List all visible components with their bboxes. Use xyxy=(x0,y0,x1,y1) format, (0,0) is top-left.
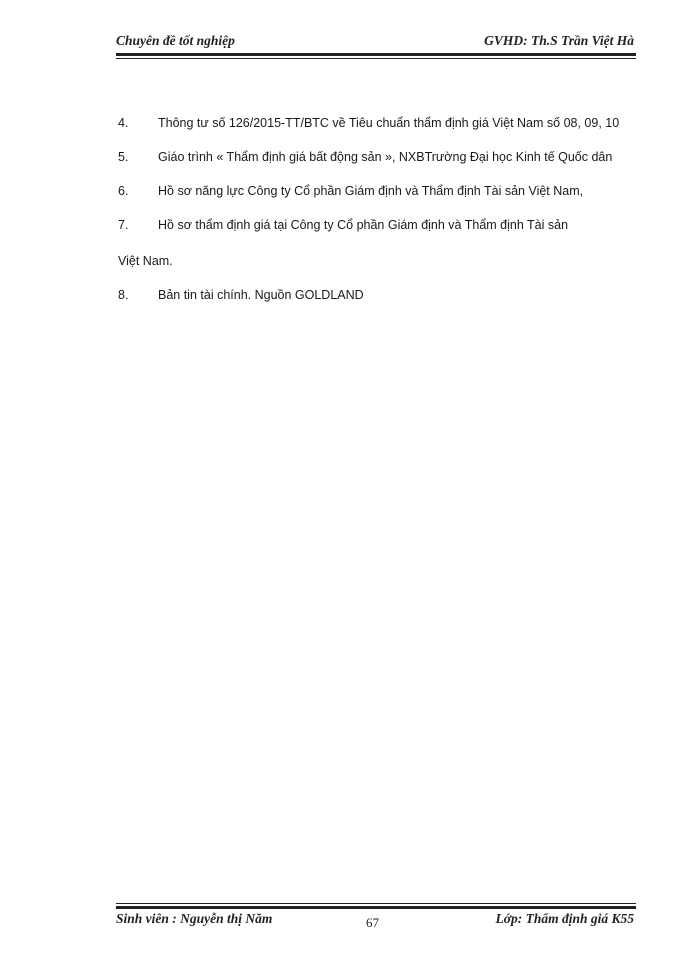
reference-number: 7. xyxy=(118,218,129,232)
page-header xyxy=(116,33,634,53)
reference-number: 8. xyxy=(118,288,129,302)
reference-item xyxy=(118,180,622,202)
header-rule-thin xyxy=(116,58,636,59)
footer-class: Lớp: Thẩm định giá K55 xyxy=(495,911,634,926)
reference-item xyxy=(118,214,622,272)
footer-rule-thick xyxy=(116,906,636,909)
reference-text: Hồ sơ thẩm định giá tại Công ty Cổ phần Giám định và Thẩm định Tài sản xyxy=(158,218,569,232)
reference-text: Bản tin tài chính. Nguồn GOLDLAND xyxy=(158,288,364,302)
footer-rule-thin xyxy=(116,903,636,904)
footer-student: Sinh viên : Nguyễn thị Năm xyxy=(116,911,273,926)
reference-text: Thông tư số 126/2015-TT/BTC về Tiêu chuẩn thẩm định giá Việt Nam số 08, 09, 10 xyxy=(158,116,620,130)
reference-number: 4. xyxy=(118,116,129,130)
reference-continuation: Việt Nam. xyxy=(118,254,173,268)
header-instructor: GVHD: Th.S Trần Việt Hà xyxy=(484,33,634,48)
reference-item xyxy=(118,112,622,134)
header-rule-thick xyxy=(116,53,636,56)
reference-item xyxy=(118,284,622,306)
reference-list xyxy=(118,112,622,318)
page-footer xyxy=(116,911,634,931)
reference-text: Giáo trình « Thẩm định giá bất động sản », NXBTrường Đại học Kinh tế Quốc dân xyxy=(158,150,613,164)
reference-number: 6. xyxy=(118,184,129,198)
reference-item xyxy=(118,146,622,168)
reference-number: 5. xyxy=(118,150,129,164)
header-title: Chuyên đề tốt nghiệp xyxy=(116,33,235,48)
page-number: 67 xyxy=(366,915,379,930)
reference-text: Hồ sơ năng lực Công ty Cổ phần Giám định và Thẩm định Tài sản Việt Nam, xyxy=(158,184,584,198)
